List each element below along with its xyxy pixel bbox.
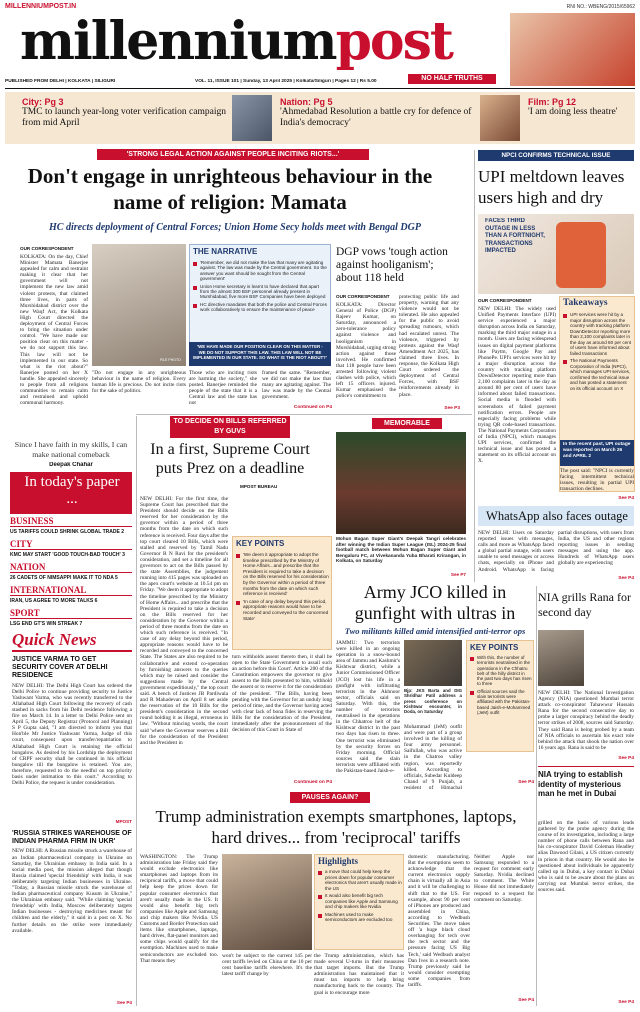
dgp-continued[interactable]: See P3: [444, 406, 460, 411]
army-body-col1: JAMMU: Two terrorists were killed in an ongoing operation in a snow-bound area of Jammu and Kashmir's Kishtwar district, while a Junior Commissioned Officer (JCO) lost his life in a gunfight with infiltrating terrorists in the Akhnoor sector, officials said on Saturday. With this, the number of terrorists neutralised in the operations in the Chhatroo belt of the Kishtwar district in the past two days has risen to three. One terrorist was eliminated by the security forces on Friday morning. Official sources said the slain terrorists were affiliated with the Pakistan-based Jaish-e-: [336, 640, 400, 774]
quick-news-src: MPOST: [115, 818, 132, 824]
index-section-name: NATION: [10, 562, 132, 573]
dgp-body-col1: KOLKATA: Director General of Police (DGP) Rajeev Kumar, on Saturday, announced a zero-tolerance policy against violence and hooliganism in Murshidabad, urging strong action against those involved. He confirmed that 118 people have been arrested following violent clashes with police, which left 15 officers injured. Kumar emphasised the police's commitment to: [336, 302, 396, 400]
quick-news-item[interactable]: [12, 830, 132, 1006]
section-divider: [136, 414, 472, 415]
rana-sub-headline[interactable]: NIA trying to establish identity of mysterious man he met in Dubai: [538, 770, 623, 798]
rana-photo: [538, 630, 584, 686]
quick-news-body: NEW DELHI: The Delhi High Court has ordered the Delhi Police to continue providing security to Justice Yashwant Varma, who was recently transferred to the Allahabad High Court following the recovery of cash stashed in sacks from his Delhi residence following a fire on March 14. In a letter to Delhi Police sent on April 5, the Deputy Registrar (Protocol and Planning) S P Gupta said, "I am directed to inform you that Hon'ble Mr Justice Yashwant Varma, Judge of this court, consequent upon transfer/repatriation to Allahabad High Court is retaining the official bungalow. As desired by his Lordship the deployment of CRPF security shall be continued in his official bungalow till the bungalow is retained. You are, therefore, requested to do the needful on top priority basis under intimation to this court." According to Delhi Police, the request is under consideration.: [12, 682, 132, 787]
teaser-film[interactable]: [528, 97, 633, 141]
index-title: In today's paper ...: [24, 474, 120, 507]
upi-note: In the recent past, UPI outage was reported on March 26 and APRIL 2: [560, 440, 634, 466]
court-key-points: [236, 552, 329, 648]
index-section-name: CITY: [10, 539, 132, 550]
lead-kicker: 'STRONG LEGAL ACTION AGAINST PEOPLE INCITING RIOTS...': [97, 149, 369, 160]
tariff-body-col5: Neither Apple nor Samsung responded to a request for comment early Saturday. Nvidia declined to comment. The White House did not immediately respond to a request for comment on Saturday.: [474, 854, 534, 903]
side-quote: Since I have faith in my skills, I can make national comeback: [14, 440, 128, 459]
teaser-film-text: 'I am doing less theatre': [528, 107, 618, 117]
army-key-points: [470, 655, 532, 749]
upi-phone-icon: [556, 222, 606, 288]
advertisement-image: [510, 13, 635, 86]
army-caption: Bjp: JKS Barta and DIG Shridhar Patil address a press conference on Kishtwar encounter, in Doda, on Saturday: [404, 688, 462, 715]
upi-takeaway: UPI services were hit by a major disruption across the country with tracking platform DownDetector reporting more than 2,100 complaints later in the day as around 80 per cent of users have informed about failed transactions: [563, 312, 633, 356]
army-key-point: Official sources said the slain terrorists were affiliated with the Pakistan-based Jaish-e-Mohammed (JeM) outfit: [470, 689, 532, 715]
narrative-title: THE NARRATIVE: [193, 247, 258, 256]
quick-news-title: Quick News: [12, 630, 132, 652]
rana-sub-body: grilled on the basis of various leads gathered by the probe agency during the course of its investigation, including a large number of phone calls between Rana and his co-conspirator David Coleman Headley alias Dawood Gilani, a US citizen currently in prison in that country. He would also be questioned about individuals he apparently called up in Dubai, a key contact in Dubai who is said to be aware about the plans on carrying out Mumbai terror strikes, the sources said.: [538, 820, 634, 894]
court-body-col3: turn withholds assent thereto then, it shall be open to the State Government to assail such an action before this Court'. Article 200 of the Constitution empowers the governor to give assent to the Bills presented to him, withhold the assent or to reserve it for the consideration of the president. "The Bills, having been pending with the Governor for an unduly long period of time, and the Governor having acted with clear lack of bona fides in reserving the Bills for the consideration of the President, immediately after the pronouncement of the decision of this Court in State of: [232, 654, 332, 734]
rana-rule: [538, 766, 634, 767]
lead-byline: OUR CORRESPONDENT: [20, 246, 74, 251]
memorable-caption: Mohun Bagan Super Giant's Deepak Tangri celebrates after winning the Indian Super League (ISL) 2024-25 final football match between Mohun Bagan Super Giant and Bengaluru FC, at Vivekananda Yuba Bharati Krirangan, in Kolkata, on Saturday: [336, 536, 466, 564]
rni-number: RNI NO.: WBENG/2015/65962: [566, 4, 635, 10]
narrative-bullet: 'Remember, we did not make the law that many are agitating against. The law was made by the Central government. So the answer you want should be sought from the Central government': [193, 260, 328, 282]
upi-byline: OUR CORRESPONDENT: [478, 298, 532, 303]
teaser-nation-photo: [232, 95, 272, 141]
tariff-kicker: PAUSES AGAIN?: [290, 792, 370, 803]
lead-subhead: HC directs deployment of Central Forces; Union Home Secy holds meet with Bengal DGP: [49, 222, 421, 233]
memorable-label: MEMORABLE: [372, 418, 442, 429]
column-divider: [536, 586, 537, 1006]
memorable-photo: [336, 432, 466, 534]
upi-graphic-text: FACES THIRD OUTAGE IN LESS THAN A FORTNIGHT, TRANSACTIONS IMPACTED: [485, 218, 545, 255]
lead-continued[interactable]: Continued on P4: [290, 405, 332, 412]
index-section-international[interactable]: [10, 585, 132, 608]
rana-continued[interactable]: See P4: [618, 756, 634, 761]
lead-body-col3: Those who are inciting riots are harming the society," she posted. Banerjee reminded the people of the state that it is a Central law and the state has not: [189, 370, 257, 407]
logo-millennium: millennium: [20, 12, 336, 72]
index-section-item: US TARIFFS COULD SHRINK GLOBAL TRADE 2: [10, 529, 124, 535]
teaser-city-section: City: Pg 3: [22, 97, 64, 107]
army-headline[interactable]: Army JCO killed in gunfight with ultras in: [354, 582, 516, 623]
teaser-film-photo: [480, 95, 520, 141]
upi-post: The post said: "NPCI is currently facing intermittent technical issues, resulting in partial UPI transaction declines.: [560, 468, 634, 493]
army-subhead: Two militants killed amid intensified anti-terror ops: [344, 626, 526, 636]
court-kicker: TO DECIDE ON BILLS REFERRED BY GUVS: [170, 416, 290, 438]
highlight-item: a move that could help keep the prices down for popular consumer electronics that aren't usually made in the US: [318, 869, 402, 891]
rana-headline[interactable]: NIA grills Rana for second day: [538, 590, 631, 619]
trump-photo: [222, 854, 312, 950]
quick-news-headline: JUSTICE VARMA TO GET SECURITY COVER AT DELHI RESIDENCE: [12, 656, 108, 680]
tariff-body-col4: domestic manufacturing. But the exemptions seem to acknowledge that the current electronics supply chain is virtually all in Asia and it will be challenging to shift that to the US. For example, about 90 per cent of iPhones are produced and assembled in China, according to Wedbush Securities. The move takes off 'a huge black cloud overhanging for tech over the tech sector and the pressure facing US Big Tech,' said Wedbush analyst Dan Ives in a research note. Trump previously said he would consider exempting some companies from tariffs.: [408, 854, 470, 988]
whatsapp-continued[interactable]: See P4: [600, 576, 634, 583]
lead-body-col2: "Do not engage in any unrighteous behaviour in the name of religion. Every human life is precious. Do not incite riots for the sake of politics.: [92, 370, 186, 395]
court-key-points-title: KEY POINTS: [236, 539, 285, 548]
index-section-name: BUSINESS: [10, 516, 132, 527]
teaser-city[interactable]: [22, 97, 227, 141]
index-list: [10, 516, 132, 626]
tariff-headline[interactable]: Trump administration exempts smartphones, laptops, hard drives... from 'reciprocal' tariffs: [155, 807, 517, 847]
rana-body: NEW DELHI: The National Investigation Agency (NIA) questioned Mumbai terror attack co-conspirator Tahawwur Hussain Rana for the second consecutive day to probe a larger conspiracy behind the deadly terror strikes of 2008, sources said Saturday. They said Rana is being probed by a team of NIA officials to ascertain his exact role behind the attack that shook the nation over 16 years ago. Rana is said to be: [538, 690, 634, 751]
memorable-continued[interactable]: See P7: [450, 572, 466, 577]
upi-takeaway: The National Payments Corporation of India (NPCI), which manages UPI services, confirmed the technical issue and has posted a statement on its official account on X: [563, 358, 633, 391]
column-divider: [474, 150, 475, 582]
highlight-item: Machines used to make semiconductors are excluded too: [318, 912, 402, 923]
teaser-film-section: Film: Pg 12: [528, 97, 577, 107]
quick-news-item[interactable]: [12, 656, 132, 824]
index-section-item: 26 CADETS OF NIMSAPPI MAKE IT TO NDA 5: [10, 575, 118, 581]
logo-post: post: [335, 12, 452, 72]
index-section-item: IRAN, US AGREE TO MORE TALKS 6: [10, 598, 98, 604]
dgp-headline[interactable]: DGP vows 'tough action against hooliganism'; about 118 held: [336, 246, 448, 284]
tariff-body-col3b: the Trump administration, which has made several U-turns in their measures that target imports. But the Trump administration has maintained that it must tax imports to help bring manufacturing back to the country. The goal is to encourage more: [314, 953, 404, 996]
army-continued[interactable]: See P4: [518, 780, 534, 785]
tagline: NO HALF TRUTHS: [408, 74, 496, 84]
narrative-bullets: [193, 260, 328, 340]
index-section-nation[interactable]: [10, 562, 132, 585]
tariff-continued[interactable]: See P4: [518, 998, 534, 1003]
upi-headline[interactable]: UPI meltdown leaves users high and dry: [478, 167, 625, 207]
published-from: PUBLISHED FROM DELHI | KOLKATA | SILIGURI: [5, 79, 116, 84]
column-divider: [136, 416, 137, 1006]
army-key-points-title: KEY POINTS: [470, 643, 519, 652]
narrative-quote: 'WE HAVE MADE OUR POSITION CLEAR ON THIS MATTER - WE DO NOT SUPPORT THIS LAW. THIS LAW WILL NOT BE IMPLEMENTED IN OUR STATE. SO WHAT IS THE RIOT ABOUT?': [189, 342, 331, 366]
teaser-city-text: TMC to launch year-long voter verification campaign from mid April: [22, 107, 226, 128]
side-quote-name: Deepak Chahar: [49, 462, 93, 468]
index-section-item: KMC MAY START 'GOOD TOUCH-BAD TOUCH' 3: [10, 552, 125, 558]
upi-body: NEW DELHI: The widely used Unified Payments Interface (UPI) service experienced a major disruption across India on Saturday, marking the third major outage in a month. Users are facing widespread issues on digital payment platforms like Paytm, Google Pay and PhonePe. UPI's services were hit by a major disruption across the country with tracking platform DownDetector reporting more than 2,100 complaints later in the day as around 80 per cent of users have informed about failed transactions. Social media is flooded with screenshots of failed payment notification errors. People are especially facing problems while trying QR code-based transactions. The National Payments Corporation of India (NPCI), which manages UPI services, confirmed the technical issue and has posted a statement on its official account on X.: [478, 306, 556, 465]
army-photo: [404, 640, 462, 686]
dgp-body-col2: protecting public life and property, warning that any violence would not be tolerated. He also appealed for the public to avoid spreading rumours, which had escalated unrest. The violence, triggered by protests against the Waqf Amendment Act 2025, has claimed three lives. In response, the Kolkata High Court ordered the deployment of Central Forces, with BSF reinforcements already in place.: [399, 294, 459, 398]
highlight-item: It would also benefit big tech companies like Apple and Samsung and chip makers like Nvidia: [318, 893, 402, 910]
lead-body-col1: KOLKATA: On the day, Chief Minister Mamata Banerjee appealed for calm and restraint making it clear that her government will not implement the new law amid violent protests, that claimed three lives, in parts of Murshidabad district over the new Waqf Act, the Kolkata High Court directed the deployment of Central Forces to bring the situation under control. "We have made our position clear on this matter - we do not support this law. This law will not be implemented in our state. So what is the riot about?" Banerjee posted on her X handle. She appealed sincerely to people from all religions communities to remain calm and restrained and uphold communal harmony.: [20, 254, 88, 407]
court-headline[interactable]: In a first, Supreme Court puts Prez on a deadline: [150, 441, 310, 477]
highlights-list: [318, 869, 402, 949]
index-section-sport[interactable]: [10, 608, 132, 626]
army-key-point: With this, the number of terrorists neutralised in the operations in the Chhatru belt of the hilly district in the past two days has risen to three: [470, 655, 532, 687]
whatsapp-body: NEW DELHI: Users on Saturday reported issues with messages, calls and more as WhatsApp faced a global partial outage, with users unable to send messages or access chats, especially on iPhone and Android. WhatsApp is facing partial disruptions, with users from India, the US and other regions reporting issues in sending messages and using the app. Hundreds of WhatsApp users globally are experiencing: [478, 530, 634, 573]
photo-credit: FILE PHOTO: [160, 358, 181, 362]
court-body-col1: NEW DELHI: For the first time, the Supreme Court has prescribed that the President should decide on the Bills reserved for her consideration by the governor within a period of three months from the date on which such reference is received. Four days after the top court cleared 10 Bills, which were stalled and reserved by Tamil Nadu Governor R N Ravi for the president's consideration, and set a timeline for all governors to act on the Bills passed by the state Assemblies, the judgement running into 415 pages was uploaded on the apex court's website at 10.54 pm on Friday. "We deem it appropriate to adopt the timeline prescribed by the Ministry of Home Affairs... and prescribe that the President is required to take a decision on the Bills reserved for her consideration by the Governor within a period of three months from the date on which such reference is received. "In case of any delay beyond this period, appropriate reasons would have to be recorded and conveyed to the concerned State. The States are also required to be collaborative and extend co-operation by furnishing answers to the queries which may be raised and consider the suggestions made by the Central government expeditiously," the top court said. A bench of Justices JB Pardiwala and R Mahadevan on April 8 set aside the reservation of the 10 Bills for the president's consideration in the second round holding it as illegal, erroneous in law. "Without mincing words, the court said 'where the Governor reserves a Bill for the consideration of the President and the President in: [140, 496, 228, 746]
index-section-city[interactable]: [10, 539, 132, 562]
lead-headline[interactable]: Don't engage in unrighteous behaviour in the name of religion: Mamata: [27, 164, 433, 214]
upi-kicker: NPCI CONFIRMS TECHNICAL ISSUE: [478, 150, 634, 161]
court-continued[interactable]: Continued on P4: [280, 780, 332, 787]
narrative-bullet: HC directive mandates that both the police and Central Forces work collaboratively to ensure the maintenance of peace: [193, 302, 328, 313]
narrative-bullet: Union Home secretary is learnt to have declared that apart from the almost 300 BSF personnel already present in Murshidabad, five more BSF Companies have been deployed: [193, 284, 328, 300]
dgp-byline: OUR CORRESPONDENT: [336, 294, 390, 299]
index-section-name: SPORT: [10, 608, 132, 619]
quick-news-src: See P4: [116, 1000, 132, 1006]
court-key-point: 'We deem it appropriate to adopt the timeline prescribed by the Ministry of Home Affairs...and prescribe that the President is required to take a decision on the Bills reserved for his consideration by the Governor within a period of three months from the date on which such reference is received': [236, 552, 329, 597]
edition-line: VOL. 11, ISSUE 101 | Sunday, 13 April 2025 | Kolkata/Siliguri | Pages 12 | Rs 5.00: [195, 79, 377, 84]
index-section-item: LSG END GT'S WIN STREAK 7: [10, 621, 83, 626]
whatsapp-headline[interactable]: WhatsApp also faces outage: [486, 509, 628, 523]
site-url[interactable]: MILLENNIUMPOST.IN: [5, 3, 77, 10]
mamata-photo: [92, 244, 186, 366]
masthead-logo[interactable]: [20, 12, 490, 72]
teaser-nation-text: 'Ahmedabad Resolution a battle cry for defence of India's democracy': [280, 107, 472, 128]
upi-takeaways-title: Takeaways: [563, 298, 608, 308]
quick-news-headline: 'RUSSIA STRIKES WAREHOUSE OF INDIAN PHARMA FIRM IN UKR': [12, 830, 132, 846]
teaser-nation-section: Nation: Pg 5: [280, 97, 333, 107]
quick-news-body: NEW DELHI: A Russian missile struck a warehouse of an Indian pharmaceutical company in Ukraine on Saturday, the Ukrainian embassy in India said. In a social media post, the mission alleged that though Russia claimed 'special friendship' with India, it was deliberately targeting Indian businesses in Ukraine. "Today, a Russian missile struck the warehouse of Indian pharmaceutical company Kusum in Ukraine," the Ukrainian embassy said. "While claiming 'special friendship' with India, Moscow deliberately targets Indian businesses - destroying medicines meant for children and the elderly," it said in a post on X. No further details on the strike were immediately available.: [12, 848, 132, 934]
lead-body-col4: framed the same. "Remember, we did not make the law that many are agitating against. The law was made by the Central government.: [262, 370, 331, 401]
tariff-body-col1: WASHINGTON: The Trump administration late Friday said they would exclude electronics like smartphones and laptops from its reciprocal tariffs, a move that could help keep the prices down for popular consumer electronics that aren't usually made in the US. It would also benefit big tech companies like Apple and Samsung and chip makers like Nvidia. US Customs and Border Protection said items like smartphones, laptops, hard drives, flat-panel monitors and some chips would qualify for the exemption. Machines used to make semiconductors are excluded too. That means they: [140, 854, 218, 964]
index-section-business[interactable]: [10, 516, 132, 539]
court-byline: MPOST BUREAU: [240, 484, 278, 489]
tariff-body-col3a: won't be subject to the current 145 per cent tariffs levied on China or the 10 per cent baseline tariffs elsewhere. It's the latest tariff change by: [222, 953, 312, 978]
teaser-nation[interactable]: [280, 97, 480, 141]
upi-continued[interactable]: See P4: [618, 496, 634, 501]
highlights-title: Highlights: [318, 856, 359, 866]
court-key-point: 'In case of any delay beyond this period, appropriate reasons would have to be recorded and conveyed to the concerned State': [236, 599, 329, 621]
upi-takeaways: [563, 312, 633, 440]
masthead-rule: [5, 88, 635, 89]
index-section-name: INTERNATIONAL: [10, 585, 132, 596]
rana-sub-continued[interactable]: See P4: [618, 1000, 634, 1005]
army-body-col3: Mohammad (JeM) outfit and were part of a group involved in the killing of four army personnel. Saifullah, who was active in the Chatroo valley region, was reportedly killed. According to officials, Subedar Kuldeep Chand of 9 Punjab, a resident of Himachal: [404, 724, 462, 790]
